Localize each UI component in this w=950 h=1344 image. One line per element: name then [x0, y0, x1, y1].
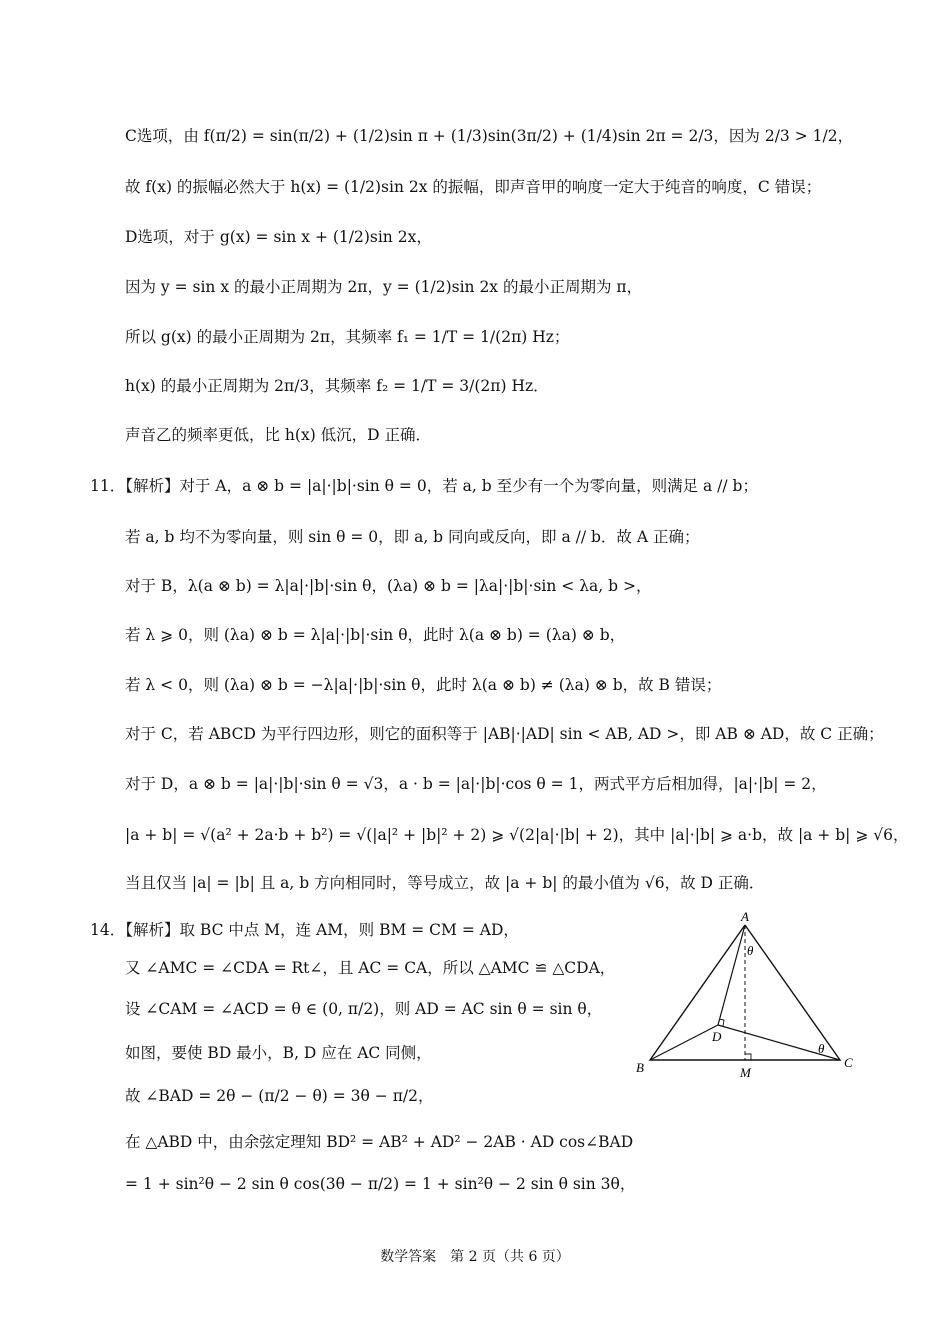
line-13: 对于 C，若 ABCD 为平行四边形，则它的面积等于 |AB|·|AD| sin < AB, AD >，即 AB ⊗ AD，故 C 正确； — [125, 725, 884, 743]
label-b: B — [636, 1060, 644, 1075]
line-1: C选项，由 f(π/2) = sin(π/2) + (1/2)sin π + (1/3)sin(3π/2) + (1/4)sin 2π = 2/3，因为 2/3 > 1/2， — [125, 127, 854, 145]
label-theta-right: θ — [818, 1041, 825, 1056]
segment-ad — [718, 925, 745, 1025]
label-a: A — [741, 910, 749, 924]
line-3: D选项，对于 g(x) = sin x + (1/2)sin 2x， — [125, 228, 432, 246]
line-19: 设 ∠CAM = ∠ACD = θ ∈ (0, π/2)，则 AD = AC sin θ = sin θ， — [125, 1000, 603, 1018]
line-18: 又 ∠AMC = ∠CDA = Rt∠，且 AC = CA，所以 △AMC ≌ △CDA， — [125, 959, 616, 977]
line-7: 声音乙的频率更低，比 h(x) 低沉，D 正确． — [125, 426, 432, 444]
line-21: 故 ∠BAD = 2θ − (π/2 − θ) = 3θ − π/2， — [125, 1087, 434, 1105]
line-12: 若 λ < 0，则 (λa) ⊗ b = −λ|a|·|b|·sin θ，此时 λ(a ⊗ b) ≠ (λa) ⊗ b，故 B 错误； — [125, 676, 722, 694]
line-4: 因为 y = sin x 的最小正周期为 2π，y = (1/2)sin 2x 的最小正周期为 π， — [125, 278, 643, 296]
label-d: D — [712, 1029, 722, 1044]
triangle-figure — [630, 910, 860, 1080]
line-20: 如图，要使 BD 最小，B, D 应在 AC 同侧， — [125, 1044, 432, 1062]
line-16: 当且仅当 |a| = |b| 且 a, b 方向相同时，等号成立，故 |a + b| 的最小值为 √6，故 D 正确． — [125, 874, 765, 892]
right-angle-m — [745, 1054, 751, 1060]
line-17: 14．【解析】取 BC 中点 M，连 AM，则 BM = CM = AD， — [90, 921, 519, 939]
label-theta-top: θ — [747, 943, 754, 958]
line-15: |a + b| = √(a² + 2a·b + b²) = √(|a|² + |b|² + 2) ⩾ √(2|a|·|b| + 2)，其中 |a|·|b| ⩾ a·b，故 |a + b| ⩾ √6， — [125, 826, 909, 844]
line-2: 故 f(x) 的振幅必然大于 h(x) = (1/2)sin 2x 的振幅，即声音甲的响度一定大于纯音的响度，C 错误； — [125, 178, 822, 196]
segment-bd — [650, 1025, 718, 1060]
line-6: h(x) 的最小正周期为 2π/3，其频率 f₂ = 1/T = 3/(2π) Hz． — [125, 377, 549, 395]
line-23: = 1 + sin²θ − 2 sin θ cos(3θ − π/2) = 1 + sin²θ − 2 sin θ sin 3θ， — [125, 1175, 636, 1193]
line-14: 对于 D，a ⊗ b = |a|·|b|·sin θ = √3，a · b = |a|·|b|·cos θ = 1，两式平方后相加得，|a|·|b| = 2， — [125, 775, 827, 793]
line-11: 若 λ ⩾ 0，则 (λa) ⊗ b = λ|a|·|b|·sin θ，此时 λ(a ⊗ b) = (λa) ⊗ b， — [125, 626, 626, 644]
line-8: 11．【解析】对于 A，a ⊗ b = |a|·|b|·sin θ = 0，若 a, b 至少有一个为零向量，则满足 a // b； — [90, 477, 758, 495]
label-m: M — [740, 1065, 751, 1080]
page-footer: 数学答案 第 2 页（共 6 页） — [380, 1249, 570, 1265]
line-9: 若 a, b 均不为零向量，则 sin θ = 0，即 a, b 同向或反向，即 a // b．故 A 正确； — [125, 528, 700, 546]
line-22: 在 △ABD 中，由余弦定理知 BD² = AB² + AD² − 2AB · AD cos∠BAD — [125, 1133, 634, 1151]
line-5: 所以 g(x) 的最小正周期为 2π，其频率 f₁ = 1/T = 1/(2π) Hz； — [125, 328, 570, 346]
line-10: 对于 B，λ(a ⊗ b) = λ|a|·|b|·sin θ，(λa) ⊗ b = |λa|·|b|·sin < λa, b >， — [125, 577, 652, 595]
label-c: C — [844, 1055, 853, 1070]
